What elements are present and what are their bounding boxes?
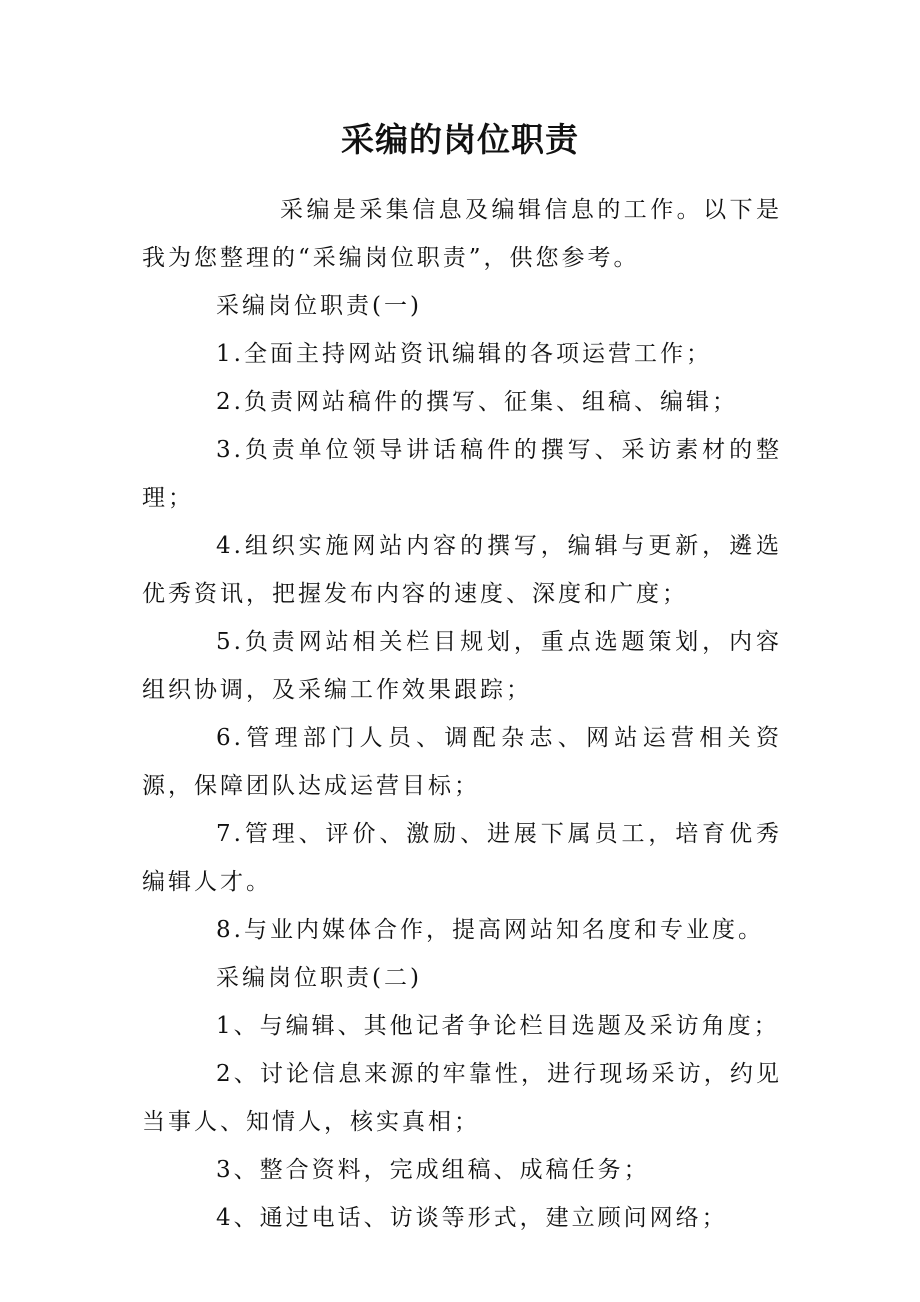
duty-item: 4.组织实施网站内容的撰写，编辑与更新，遴选优秀资讯，把握发布内容的速度、深度和广度；: [142, 533, 782, 607]
intro-paragraph: 采编是采集信息及编辑信息的工作。以下是我为您整理的“采编岗位职责”，供您参考。: [142, 197, 782, 271]
duty-item: 8.与业内媒体合作，提高网站知名度和专业度。: [216, 917, 764, 943]
document-title: 采编的岗位职责: [341, 120, 579, 159]
section-heading-1: 采编岗位职责(一): [216, 293, 422, 319]
duty-item: 7.管理、评价、激励、进展下属员工，培育优秀编辑人才。: [142, 821, 782, 895]
duty-item: 4、通过电话、访谈等形式，建立顾问网络；: [216, 1205, 728, 1231]
duty-item: 1、与编辑、其他记者争论栏目选题及采访角度；: [216, 1013, 780, 1039]
duty-item: 2、讨论信息来源的牢靠性，进行现场采访，约见当事人、知情人，核实真相；: [142, 1061, 782, 1135]
duty-item: 2.负责网站稿件的撰写、征集、组稿、编辑；: [216, 389, 738, 415]
duty-item: 1.全面主持网站资讯编辑的各项运营工作；: [216, 341, 712, 367]
duty-item: 5.负责网站相关栏目规划，重点选题策划，内容组织协调，及采编工作效果跟踪；: [142, 629, 782, 703]
duty-item: 3.负责单位领导讲话稿件的撰写、采访素材的整理；: [142, 437, 782, 511]
document-body: [142, 186, 782, 1242]
section-heading-2: 采编岗位职责(二): [216, 965, 422, 991]
duty-item: 3、整合资料，完成组稿、成稿任务；: [216, 1157, 650, 1183]
duty-item: 6.管理部门人员、调配杂志、网站运营相关资源，保障团队达成运营目标；: [142, 725, 782, 799]
